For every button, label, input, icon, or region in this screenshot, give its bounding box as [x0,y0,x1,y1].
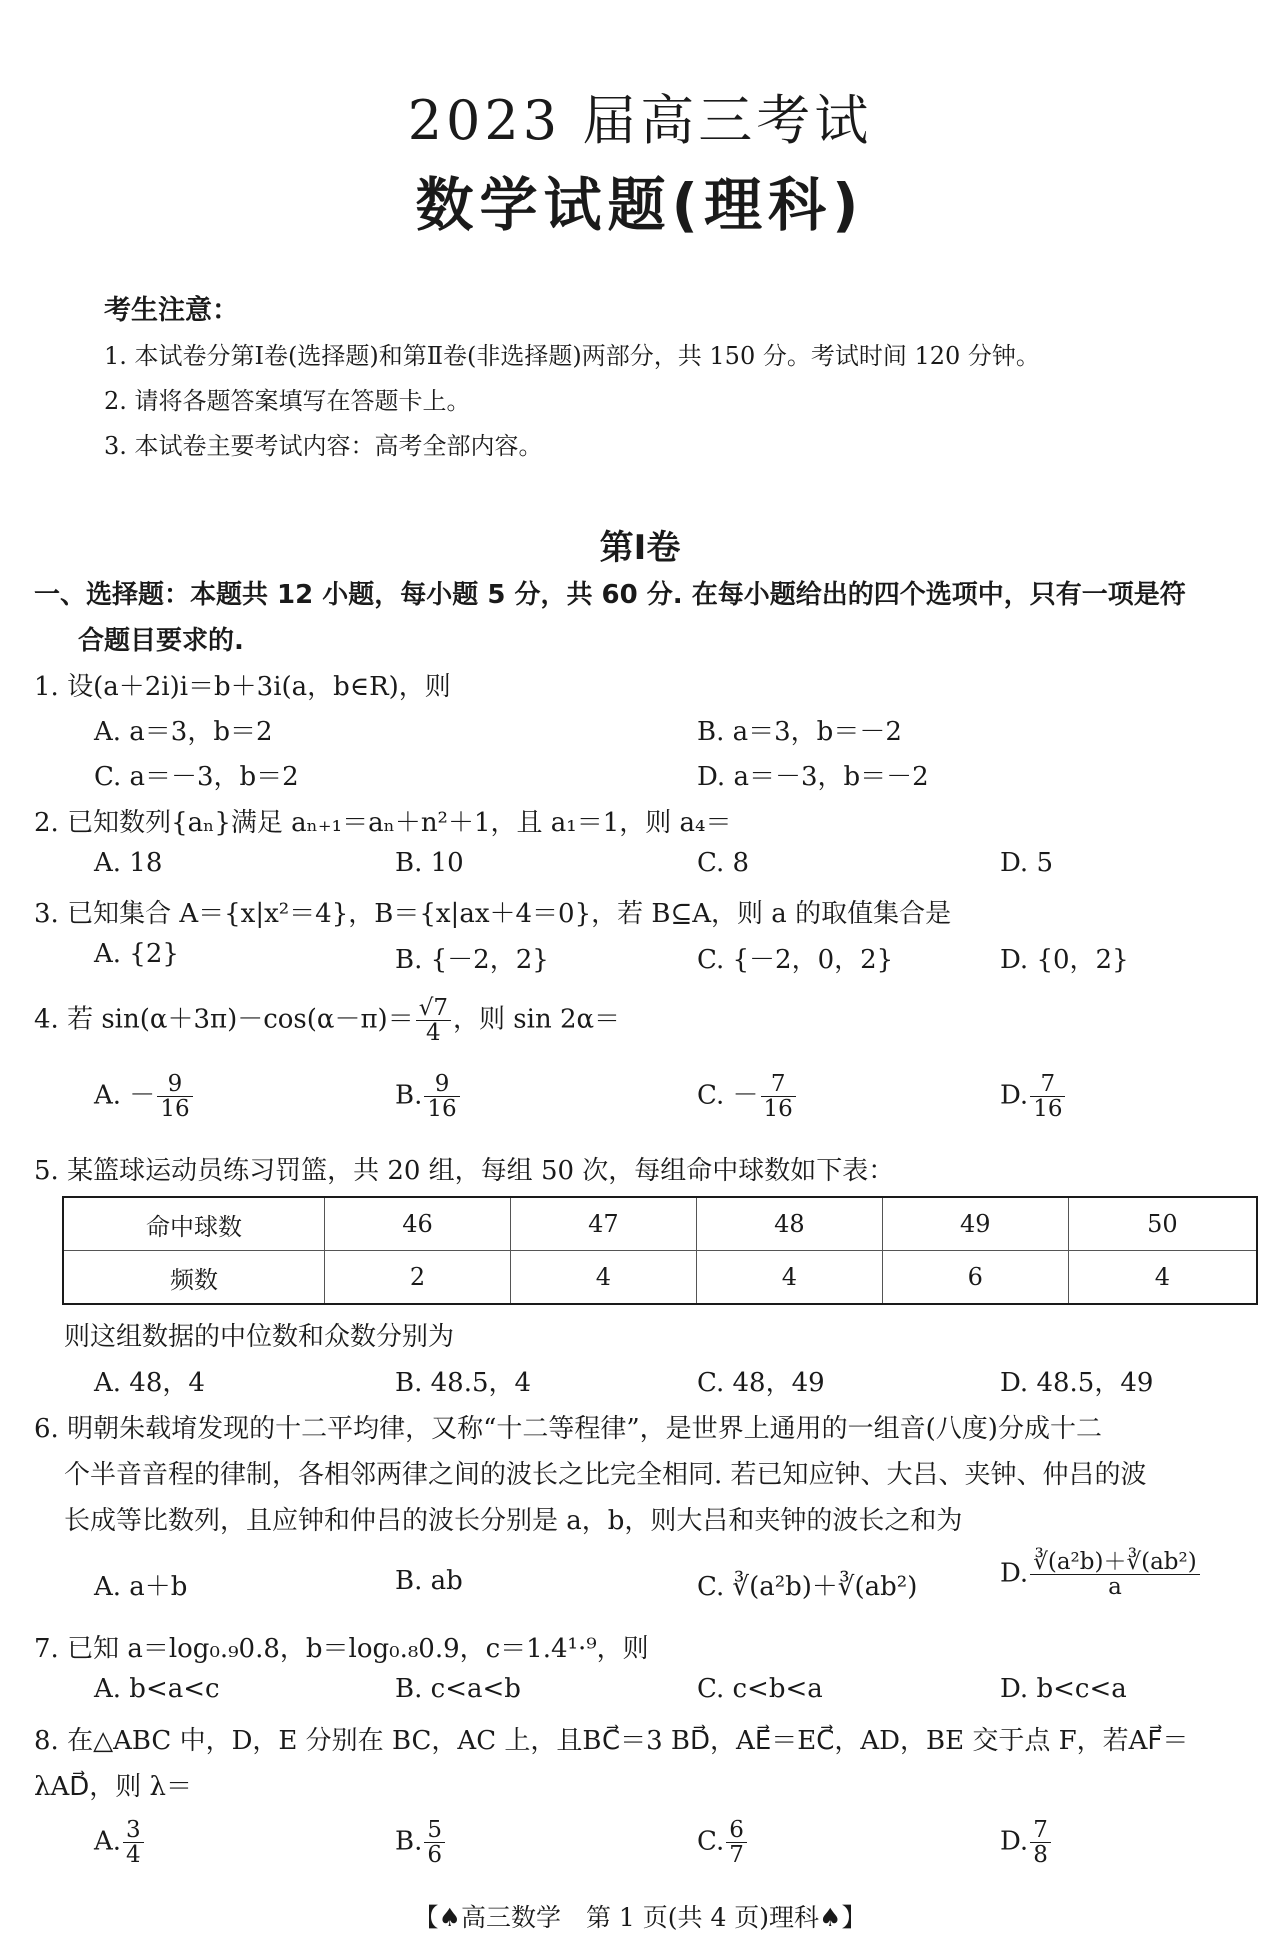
q6-option-b: B. ab [395,1566,463,1596]
question-1-stem: 1. 设(a＋2i)i＝b＋3i(a，b∈R)，则 [34,672,451,702]
option-label: B. [395,1826,423,1857]
question-3-stem: 3. 已知集合 A＝{x|x²＝4}，B＝{x|ax＋4＝0}，若 B⊆A，则 a 的取值集合是 [34,899,952,929]
fraction-numerator: 6 [726,1818,747,1843]
q4-fraction-denominator: 4 [426,1020,441,1047]
q2-option-d: D. 5 [1000,848,1053,878]
q4-option-c [697,1072,798,1121]
notice-item: 3. 本试卷主要考试内容：高考全部内容。 [104,432,543,460]
q2-option-c: C. 8 [697,848,750,878]
q6-option-d [1000,1550,1202,1599]
option-label: C. － [697,1080,759,1111]
notice-item: 2. 请将各题答案填写在答题卡上。 [104,387,471,415]
table-cell: 4 [696,1251,882,1305]
table-cell: 49 [882,1197,1068,1251]
section-instruction-cont: 合题目要求的. [78,626,244,656]
option-fraction [123,1818,144,1867]
option-label: D. [1000,1558,1029,1589]
q4-fraction [416,996,451,1045]
q1-option-b: B. a＝3，b＝－2 [697,717,902,747]
q2-option-b: B. 10 [395,848,464,878]
q4-option-d [1000,1072,1067,1121]
fraction-numerator: ∛(a²b)＋∛(ab²) [1030,1550,1200,1575]
q4-stem-prefix: 4. 若 sin(α＋3π)－cos(α－π)＝ [34,1004,414,1035]
q5-option-d: D. 48.5，49 [1000,1368,1154,1398]
table-cell: 47 [510,1197,696,1251]
notice-item: 1. 本试卷分第Ⅰ卷(选择题)和第Ⅱ卷(非选择题)两部分，共 150 分。考试时间 120 分钟。 [104,342,1040,370]
fraction-denominator: 8 [1033,1842,1048,1869]
option-fraction [1030,1818,1051,1867]
q4-option-a [94,1072,195,1121]
option-fraction [726,1818,747,1867]
question-8-line: λAD⃗，则 λ＝ [34,1772,193,1802]
question-6-line: 长成等比数列，且应钟和仲吕的波长分别是 a，b，则大吕和夹钟的波长之和为 [64,1506,963,1536]
question-8-line: 8. 在△ABC 中，D，E 分别在 BC，AC 上，且BC⃗＝3 BD⃗，AE⃗＝EC⃗，AD，BE 交于点 F，若AF⃗＝ [34,1726,1189,1756]
option-label: A. － [94,1080,156,1111]
q5-option-c: C. 48，49 [697,1368,825,1398]
question-6-line: 6. 明朝朱载堉发现的十二平均律，又称“十二等程律”，是世界上通用的一组音(八度)分成十二 [34,1414,1102,1444]
table-cell: 48 [696,1197,882,1251]
q5-option-a: A. 48，4 [94,1368,205,1398]
question-2-stem: 2. 已知数列{aₙ}满足 aₙ₊₁＝aₙ＋n²＋1，且 a₁＝1，则 a₄＝ [34,808,732,838]
question-5-stem: 5. 某篮球运动员练习罚篮，共 20 组，每组 50 次，每组命中球数如下表： [34,1156,895,1186]
q8-option-c [697,1818,749,1867]
option-fraction [424,1818,445,1867]
question-4-stem [34,996,620,1045]
q7-option-d: D. b<c<a [1000,1674,1127,1704]
q1-option-c: C. a＝－3，b＝2 [94,762,299,792]
option-label: A. [94,1826,122,1857]
fraction-numerator: 7 [1030,1818,1051,1843]
q7-option-c: C. c<b<a [697,1674,823,1704]
fraction-denominator: 16 [427,1096,457,1123]
q6-option-a: A. a＋b [94,1572,188,1602]
option-label: B. [395,1080,423,1111]
q3-option-c: C. {－2，0，2} [697,945,894,975]
option-fraction [761,1072,796,1121]
q1-option-d: D. a＝－3，b＝－2 [697,762,929,792]
table-cell: 50 [1068,1197,1257,1251]
table-cell: 46 [325,1197,511,1251]
fraction-numerator: 9 [424,1072,459,1097]
table-cell: 命中球数 [63,1197,325,1251]
table-cell: 4 [1068,1251,1257,1305]
exam-title-subject: 数学试题(理科) [415,171,865,239]
section-instruction: 一、选择题：本题共 12 小题，每小题 5 分，共 60 分. 在每小题给出的四个选项中，只有一项是符 [34,580,1186,610]
q7-option-a: A. b<a<c [94,1674,220,1704]
q5-followup: 则这组数据的中位数和众数分别为 [64,1322,455,1352]
q3-option-a: A. {2} [94,939,179,969]
fraction-denominator: 6 [427,1842,443,1869]
notice-heading: 考生注意： [104,295,239,326]
fraction-denominator: 16 [763,1096,793,1123]
fraction-denominator: 16 [1033,1096,1063,1123]
table-cell: 频数 [63,1251,325,1305]
table-cell: 4 [510,1251,696,1305]
option-fraction [157,1072,192,1121]
q8-option-d [1000,1818,1053,1867]
option-fraction [1030,1550,1200,1599]
q1-option-a: A. a＝3，b＝2 [94,717,273,747]
table-cell: 2 [325,1251,511,1305]
q2-option-a: A. 18 [94,848,163,878]
fraction-numerator: 3 [123,1818,144,1843]
q4-option-b [395,1072,462,1121]
table-row [63,1251,1257,1305]
option-label: D. [1000,1826,1029,1857]
page-footer: 【♠高三数学 第 1 页(共 4 页)理科♠】 [413,1903,867,1932]
fraction-denominator: 7 [729,1842,744,1869]
fraction-numerator: 7 [1030,1072,1065,1097]
exam-title-year: 2023 届高三考试 [407,89,873,152]
q8-option-b [395,1818,447,1867]
question-7-stem: 7. 已知 a＝log₀.₉0.8，b＝log₀.₈0.9，c＝1.4¹·⁹，则 [34,1634,649,1664]
q3-option-b: B. {－2，2} [395,945,549,975]
fraction-denominator: 4 [126,1842,141,1869]
fraction-denominator: 16 [160,1096,190,1123]
q4-stem-suffix: ，则 sin 2α＝ [453,1004,621,1035]
fraction-numerator: 9 [157,1072,192,1097]
q6-option-c: C. ∛(a²b)＋∛(ab²) [697,1572,918,1602]
q5-option-b: B. 48.5，4 [395,1368,532,1398]
table-cell: 6 [882,1251,1068,1305]
option-fraction [424,1072,459,1121]
q5-data-table [62,1196,1258,1305]
fraction-numerator: 5 [424,1818,445,1843]
q3-option-d: D. {0，2} [1000,945,1129,975]
option-fraction [1030,1072,1065,1121]
fraction-numerator: 7 [761,1072,796,1097]
q8-option-a [94,1818,146,1867]
option-label: C. [697,1826,725,1857]
q7-option-b: B. c<a<b [395,1674,521,1704]
question-6-line: 个半音音程的律制，各相邻两律之间的波长之比完全相同. 若已知应钟、大吕、夹钟、仲吕的波 [64,1460,1147,1490]
option-label: D. [1000,1080,1029,1111]
table-row [63,1197,1257,1251]
q4-fraction-numerator: √7 [416,996,451,1021]
fraction-denominator: a [1108,1574,1122,1601]
volume-heading: 第Ⅰ卷 [599,528,681,568]
